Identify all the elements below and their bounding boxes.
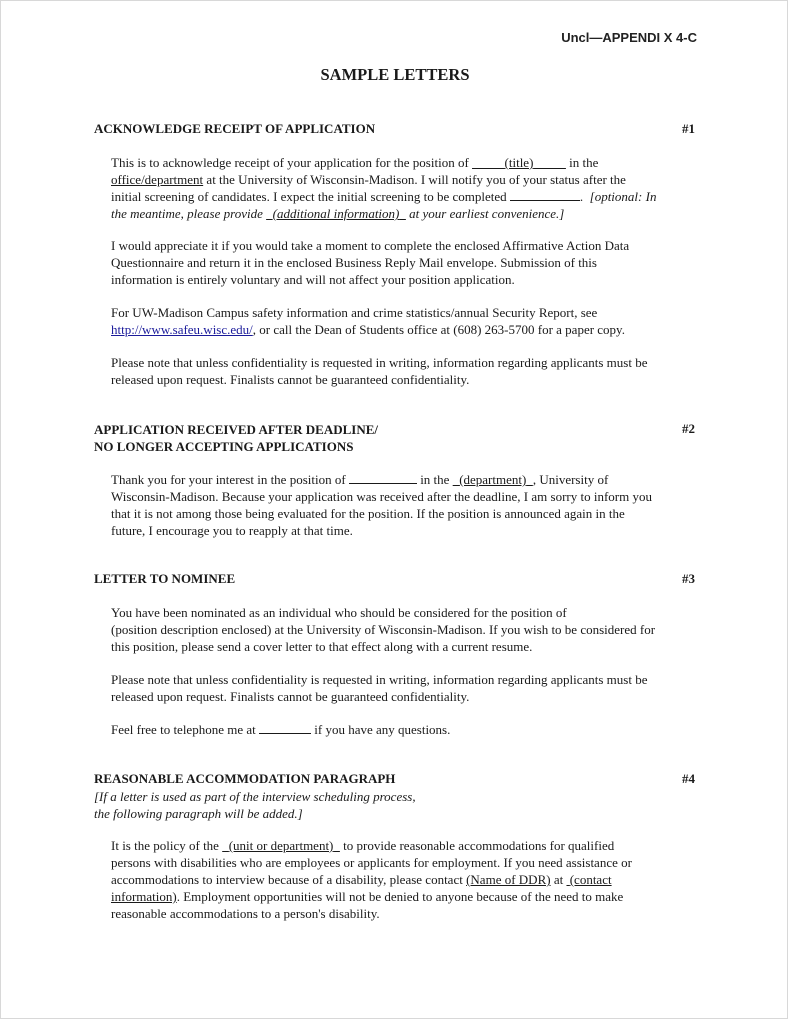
section-1-paragraph-3: For UW-Madison Campus safety information and crime statistics/annual Security Report, see http://www.safeu.wisc.edu/, or call the Dean of Students office at (608) 263-5700 for a paper copy. [111,305,625,337]
title-blank: (title) [504,155,534,170]
date-blank [510,188,580,201]
position-blank [349,471,417,484]
section-4-heading: REASONABLE ACCOMMODATION PARAGRAPH [94,771,396,786]
page-title: SAMPLE LETTERS [320,65,470,84]
telephone-blank [259,721,311,734]
section-4-paragraph-1: It is the policy of the (unit or department) to provide reasonable accommodations for qualified persons with disabilities who are employees or applicants for employment. If you need assistance or accommodations to interview because of a disability, please contact (Name of DDR) at (contact information). Employment opportunities will not be denied to anyone because of the need to make reasonable accommodations to a person's disability. [111,838,632,921]
safety-report-link[interactable]: http://www.safeu.wisc.edu/ [111,322,253,337]
section-2-heading: APPLICATION RECEIVED AFTER DEADLINE/ NO LONGER ACCEPTING APPLICATIONS [94,422,378,454]
section-3-paragraph-1: You have been nominated as an individual who should be considered for the position of (position description enclosed) at the University of Wisconsin-Madison. If you wish to be considered for this position, please send a cover letter to that effect along with a current resume. [111,605,656,654]
appendix-tag: Uncl—APPENDI X 4-C [561,30,697,45]
section-2-number: #2 [682,421,695,436]
section-3-paragraph-2: Please note that unless confidentiality is requested in writing, information regarding applicants must be released upon request. Finalists cannot be guaranteed confidentiality. [111,672,648,704]
section-1-paragraph-2: I would appreciate it if you would take a moment to complete the enclosed Affirmative Action Data Questionnaire and return it in the enclosed Business Reply Mail envelope. Submission of this information is entirely voluntary and will not affect your position application. [111,238,630,287]
section-4-number: #4 [682,771,695,786]
section-1-heading: ACKNOWLEDGE RECEIPT OF APPLICATION [94,121,376,136]
section-1-paragraph-1: This is to acknowledge receipt of your application for the position of (title) in the office/department at the University of Wisconsin-Madison. I will notify you of your status after the initial screening of candidates. I expect the initial screening to be completed . [optional: In the meantime, please provide (additional information) at your earliest convenience.] [111,155,657,221]
section-3-heading: LETTER TO NOMINEE [94,571,236,586]
section-2-paragraph-1: Thank you for your interest in the position of in the (department) , University of Wisconsin-Madison. Because your application was received after the deadline, I am sorry to inform you that it is not among those being evaluated for the position. If the position is announced again in the future, I encourage you to reapply at that time. [111,472,652,538]
section-3-number: #3 [682,571,695,586]
section-3-paragraph-3: Feel free to telephone me at if you have any questions. [111,722,451,737]
section-1-number: #1 [682,121,695,136]
section-4-note: [If a letter is used as part of the interview scheduling process, the following paragraph will be added.] [94,789,416,821]
section-1-paragraph-4: Please note that unless confidentiality is requested in writing, information regarding applicants must be released upon request. Finalists cannot be guaranteed confidentiality. [111,355,648,387]
